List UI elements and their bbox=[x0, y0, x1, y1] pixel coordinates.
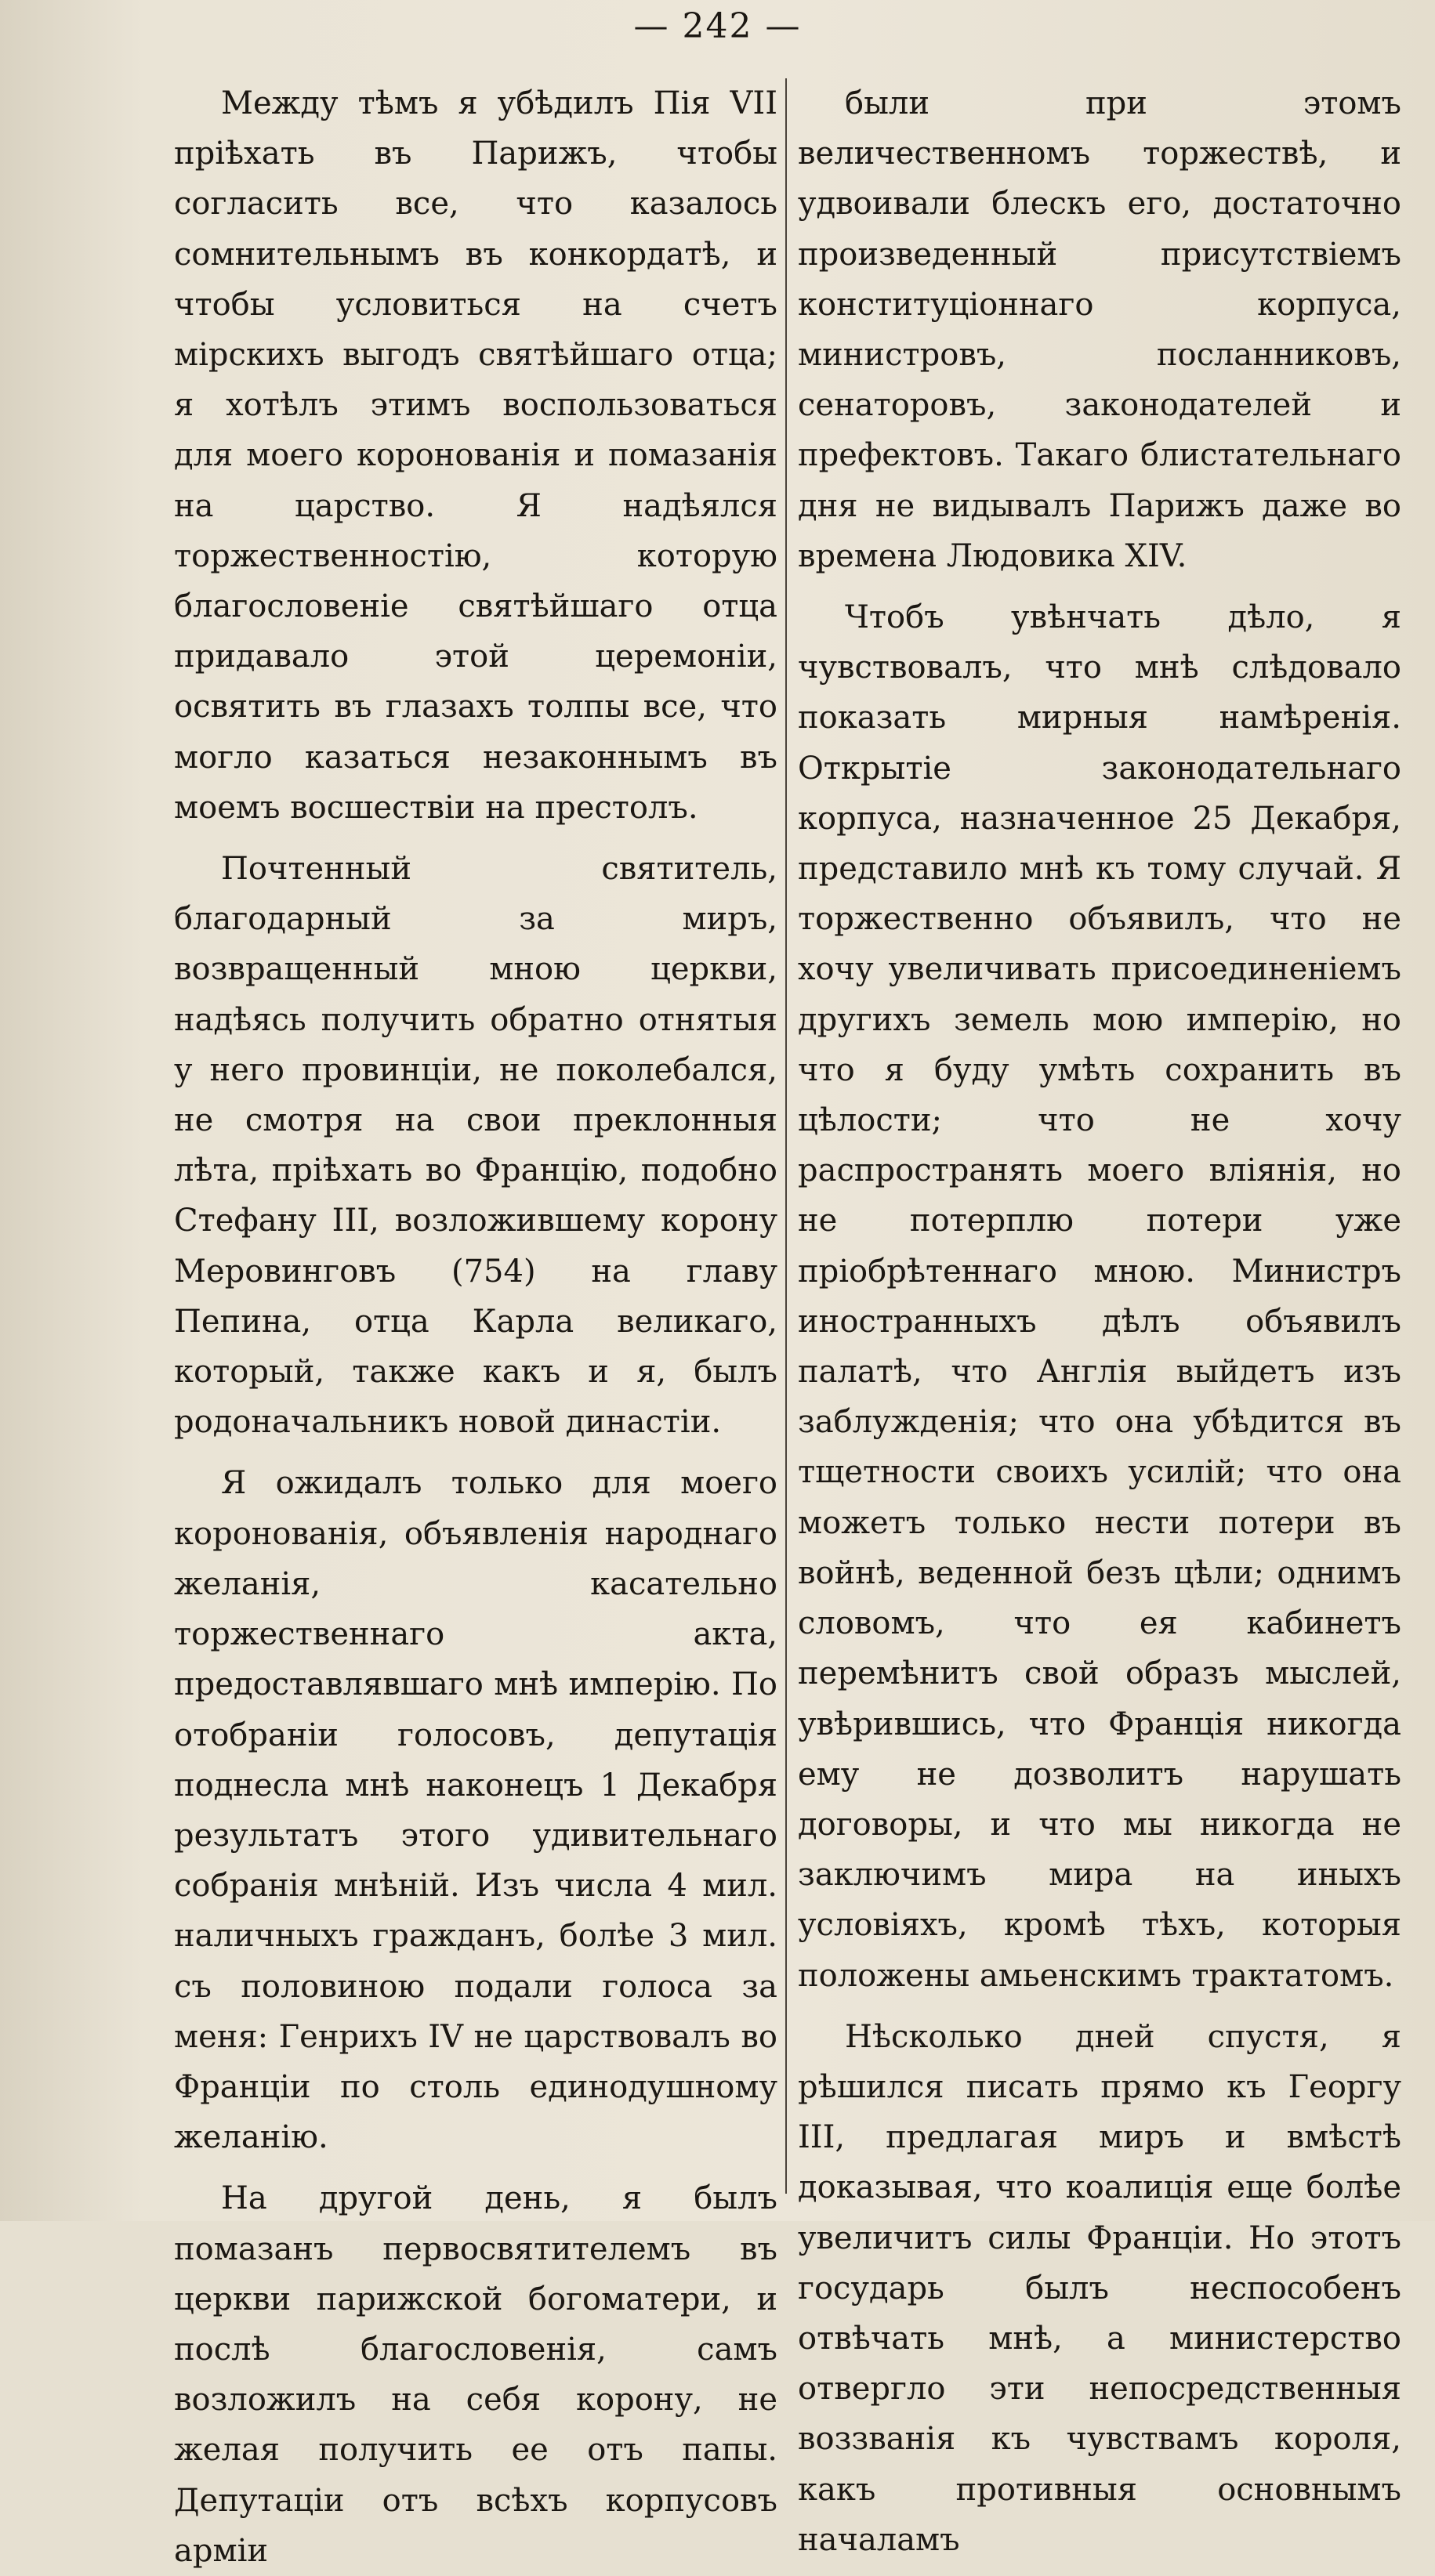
right-column bbox=[798, 78, 1401, 2565]
paragraph: Чтобъ увѣнчать дѣло, я чувствовалъ, что мнѣ слѣдовало показать мирныя намѣренія. Открытіе законодательнаго корпуса, назначенное 25 Декабря, представило мнѣ къ тому случай. Я торжественно объявилъ, что не хочу увеличивать присоединеніемъ другихъ земель мою имперію, но что я буду умѣть сохранить въ цѣлости; что не хочу распространять моего вліянія, но не потерплю потери уже пріобрѣтеннаго мною. Министръ иностранныхъ дѣлъ объявилъ палатѣ, что Англія выйдетъ изъ заблужденія; что она убѣдится въ тщетности своихъ усилій; что она можетъ только нести потери въ войнѣ, веденной безъ цѣли; однимъ словомъ, что ея кабинетъ перемѣнитъ свой образъ мыслей, увѣрившись, что Франція никогда ему не дозволитъ нарушать договоры, и что мы никогда не заключимъ мира на иныхъ условіяхъ, кромѣ тѣхъ, которыя положены амьенскимъ трактатомъ. bbox=[798, 599, 1401, 1994]
column-divider bbox=[785, 78, 787, 2194]
paragraph: Я ожидалъ только для моего коронованія, объявленія народнаго желанія, касательно торжественнаго акта, предоставлявшаго мнѣ имперію. По отобраніи голосовъ, депутація поднесла мнѣ наконецъ 1 Декабря результатъ этого удивительнаго собранія мнѣній. Изъ числа 4 мил. наличныхъ гражданъ, болѣе 3 мил. съ половиною подали голоса за меня: Генрихъ IV не царствовалъ во Франціи по столь единодушному желанію. bbox=[174, 1465, 777, 2156]
paragraph: были при этомъ величественномъ торжествѣ, и удвоивали блескъ его, достаточно произведенный присутствіемъ конституціоннаго корпуса, министровъ, посланниковъ, сенаторовъ, законодателей и префектовъ. Такаго блистательнаго дня не видывалъ Парижъ даже во времена Людовика XIV. bbox=[798, 85, 1401, 574]
paragraph: Нѣсколько дней спустя, я рѣшился писать прямо къ Георгу III, предлагая миръ и вмѣстѣ доказывая, что коалиція еще болѣе увеличитъ силы Франціи. Но этотъ государь былъ неспособенъ отвѣчать мнѣ, а министерство отвергло эти непосредственныя воззванія къ чувствамъ короля, какъ противныя основнымъ началамъ bbox=[798, 2018, 1401, 2558]
paragraph: Между тѣмъ я убѣдилъ Пія VII пріѣхать въ Парижъ, чтобы согласить все, что казалось сомнительнымъ въ конкордатѣ, и чтобы условиться на счетъ мірскихъ выгодъ святѣйшаго отца; я хотѣлъ этимъ воспользоваться для моего коронованія и помазанія на царство. Я надѣялся торжественностію, которую благословеніе святѣйшаго отца придавало этой церемоніи, освятить въ глазахъ толпы все, что могло казаться незаконнымъ въ моемъ восшествіи на престолъ. bbox=[174, 85, 777, 826]
page-number: — 242 — bbox=[633, 6, 802, 46]
paragraph: На другой день, я былъ помазанъ первосвятителемъ въ церкви парижской богоматери, и послѣ благословенія, самъ возложилъ на себя корону, не желая получить ее отъ папы. Депутаціи отъ всѣхъ корпусовъ арміи bbox=[174, 2180, 777, 2569]
paragraph: Почтенный святитель, благодарный за миръ, возвращенный мною церкви, надѣясь получить обратно отнятыя у него провинціи, не поколебался, не смотря на свои преклонныя лѣта, пріѣхать во Францію, подобно Стефану III, возложившему корону Меровинговъ (754) на главу Пепина, отца Карла великаго, который, также какъ и я, былъ родоначальникъ новой династіи. bbox=[174, 851, 777, 1441]
left-column bbox=[174, 78, 777, 2576]
